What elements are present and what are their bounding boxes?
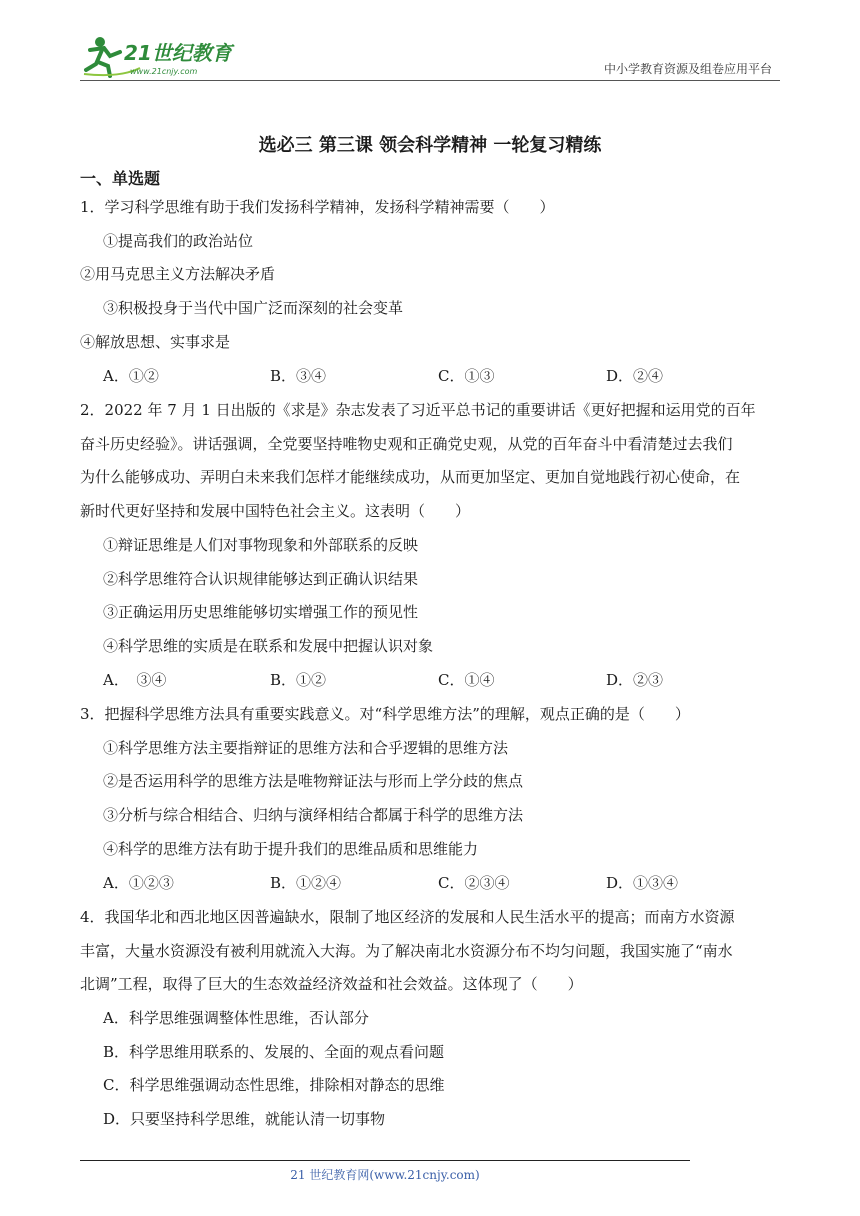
question-3-stem: 3．把握科学思维方法具有重要实践意义。对“科学思维方法”的理解，观点正确的是（ ）: [80, 705, 690, 723]
footer-divider: [80, 1160, 690, 1161]
question-1-item-4: ④解放思想、实事求是: [80, 333, 231, 351]
question-2-item-2: ②科学思维符合认识规律能够达到正确认识结果: [103, 570, 419, 588]
question-1-choice-b: B．③④: [270, 367, 327, 385]
question-1-choice-a: A．①②: [103, 367, 159, 385]
question-2-stem-line-3: 为什么能够成功、弄明白未来我们怎样才能继续成功，从而更加坚定、更加自觉地践行初心使命，在: [80, 468, 741, 486]
question-1-item-2: ②用马克思主义方法解决矛盾: [80, 265, 276, 283]
question-2-stem-line-4: 新时代更好坚持和发展中国特色社会主义。这表明（ ）: [80, 502, 471, 520]
site-logo: [80, 34, 250, 80]
question-4-stem-line-2: 丰富，大量水资源没有被利用就流入大海。为了解决南北水资源分布不均匀问题，我国实施了“南水: [80, 942, 733, 960]
question-4-choice-c: C．科学思维强调动态性思维，排除相对静态的思维: [103, 1076, 445, 1094]
question-2-item-1: ①辩证思维是人们对事物现象和外部联系的反映: [103, 536, 419, 554]
question-4-choice-b: B．科学思维用联系的、发展的、全面的观点看问题: [103, 1043, 445, 1061]
header-divider: [80, 80, 780, 81]
question-2-item-4: ④科学思维的实质是在联系和发展中把握认识对象: [103, 637, 434, 655]
question-2-choice-c: C．①④: [438, 671, 495, 689]
question-2-item-3: ③正确运用历史思维能够切实增强工作的预见性: [103, 603, 419, 621]
question-3-item-2: ②是否运用科学的思维方法是唯物辩证法与形而上学分歧的焦点: [103, 772, 524, 790]
question-4-choice-d: D．只要坚持科学思维，就能认清一切事物: [103, 1110, 386, 1128]
logo-url: www.21cnjy.com: [130, 67, 198, 76]
question-1-stem: 1．学习科学思维有助于我们发扬科学精神，发扬科学精神需要（ ）: [80, 198, 555, 216]
section-heading: 一、单选题: [80, 169, 161, 188]
question-4-stem-line-3: 北调”工程，取得了巨大的生态效益经济效益和社会效益。这体现了（ ）: [80, 975, 583, 993]
question-2-stem-line-2: 奋斗历史经验》。讲话强调，全党要坚持唯物史观和正确党史观，从党的百年奋斗中看清楚过去我们: [80, 435, 733, 453]
question-2-choice-a: A． ③④: [103, 671, 167, 689]
document-title: 选必三 第三课 领会科学精神 一轮复习精练: [258, 135, 602, 156]
question-3-item-1: ①科学思维方法主要指辩证的思维方法和合乎逻辑的思维方法: [103, 739, 509, 757]
question-4-choice-a: A．科学思维强调整体性思维，否认部分: [103, 1009, 369, 1027]
question-4-stem-line-1: 4．我国华北和西北地区因普遍缺水，限制了地区经济的发展和人民生活水平的提高；而南方水资源: [80, 908, 735, 926]
question-3-item-4: ④科学的思维方法有助于提升我们的思维品质和思维能力: [103, 840, 479, 858]
question-3-choice-a: A．①②③: [103, 874, 174, 892]
page-header: [80, 34, 780, 82]
logo-text: 21世纪教育: [124, 41, 232, 65]
question-3-choice-b: B．①②④: [270, 874, 342, 892]
question-1-item-3: ③积极投身于当代中国广泛而深刻的社会变革: [103, 299, 404, 317]
question-3-item-3: ③分析与综合相结合、归纳与演绎相结合都属于科学的思维方法: [103, 806, 524, 824]
question-1-choice-d: D．②④: [606, 367, 664, 385]
question-2-choice-b: B．①②: [270, 671, 327, 689]
question-3-choice-d: D．①③④: [606, 874, 679, 892]
question-2-choice-d: D．②③: [606, 671, 664, 689]
question-3-choice-c: C．②③④: [438, 874, 510, 892]
question-1-choice-c: C．①③: [438, 367, 495, 385]
question-1-item-1: ①提高我们的政治站位: [103, 232, 254, 250]
platform-label: 中小学教育资源及组卷应用平台: [603, 62, 772, 76]
question-2-stem-line-1: 2．2022 年 7 月 1 日出版的《求是》杂志发表了习近平总书记的重要讲话《更好把握和运用党的百年: [80, 401, 756, 419]
footer-link[interactable]: 21 世纪教育网(www.21cnjy.com): [290, 1168, 480, 1182]
